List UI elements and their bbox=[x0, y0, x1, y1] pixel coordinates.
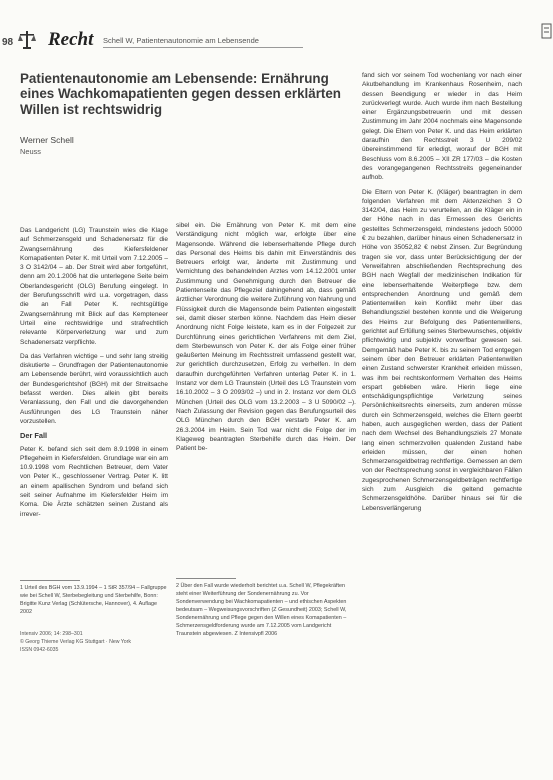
paragraph: Peter K. befand sich seit dem 8.9.1998 in einem Pflegeheim in Kiefersfelden. Grundlage war ein am 10.9.1998 vom Rechtlichen Betreuer, dem Vater von Peter K., geschlossener Vertrag. Peter K. litt an einem apallischen Syndrom und befand sich seit seiner Aufnahme im Kiefersfelder Heim im Koma. Die Ärzte schätzten seinen Zustand als irrever- bbox=[20, 445, 168, 518]
issn-line: ISSN 0942-6035 bbox=[20, 647, 59, 654]
paragraph: fand sich vor seinem Tod wochenlang vor nach einer Akutbehandlung im Krankenhaus Rosenheim, nach dessen Beendigung er wieder in das Heim zurückverlegt wurde. Auch wurde ihm nach Bestellung einer Ergänzungsbetreuerin und mit dessen Zustimmung im Jahr 2004 nochmals eine Magensonde gelegt. Die Eltern von Peter K. und das Heim erklärten daraufhin den Rechtsstreit 3 U 209/02 übereinstimmend für erledigt, worauf der BGH mit Beschluss vom 8.6.2005 – XII ZR 177/03 – die Kosten des vorangegangenen Rechtsstreits gegeneinander aufhob. bbox=[362, 72, 522, 182]
paragraph: Das Landgericht (LG) Traunstein wies die Klage auf Schmerzensgeld und Schadenersatz für die Zwangsernährung des Kiefersfeldener Komapatienten Peter K. mit Urteil vom 7.12.2005 – 3 O 3142/04 – ab. Der Streit wird aber fortgeführt, denn am 20.1.2006 hat die unterlegene Seite beim Oberlandesgericht (OLG) Berufung eingelegt. In der Berufungsschrift wird u.a. vorgetragen, dass die an Fall Peter K. rechtsgültige Zwangsernährung mit Blick auf das Kempteneer Urteil eine rechtswidrige und strafrechtlich relevante Körperverletzung war und zum Schadenersatz verpflichte. bbox=[20, 227, 168, 346]
footnote-rule bbox=[20, 580, 80, 581]
footnote-rule bbox=[176, 578, 236, 579]
footnote-text: 2 Über den Fall wurde wiederholt berichtet u.a. Schell W, Pflegekräften steht einer Weiterführung der Sondenernährung zu. Vor Sondenverwendung bei Wachkomapatienten – und ethischen Aspekten bedeutsam – Wegweisungsvorschriften (Z Gesundheit) 2003; Schell W, Sondenernährung und Pflege gegen den Willen eines Komapatienten – Schmerzensgeldforderung wurde am 7.12.2005 vom Landgericht Traunstein abgewiesen. Z Intensivpfl 2006 bbox=[176, 583, 347, 637]
copyright-line: © Georg Thieme Verlag KG Stuttgart · New York bbox=[20, 639, 131, 646]
section-heading: Der Fall bbox=[20, 431, 48, 441]
page-number: 98 bbox=[2, 37, 14, 48]
running-title: Schell W, Patientenautonomie am Lebensende bbox=[103, 36, 259, 45]
author-location: Neuss bbox=[20, 147, 41, 156]
header-rule bbox=[103, 47, 303, 48]
article-title: Patientenautonomie am Lebensende: Ernährung eines Wachkomapatienten gegen dessen erklärten Willen ist rechtswidrig bbox=[20, 71, 341, 117]
publication-meta bbox=[20, 630, 180, 655]
text-column-1 bbox=[20, 226, 168, 524]
paragraph: Da das Verfahren wichtige – und sehr lang streitig diskutierte – Grundfragen der Patientenautonomie am Lebensende berührt, wird voraussichtlich auch der Bundesgerichtshof (BGH) mit der Streitsache befasst werden. Dies allein gibt bereits Veranlassung, den Fall und die davorgehenden Ausführungen des LG Traunstein näher vorzustellen. bbox=[20, 352, 168, 425]
footnote-2 bbox=[176, 578, 356, 638]
corner-mark-icon bbox=[540, 22, 553, 40]
citation-line: Intensiv 2006; 14: 298–301 bbox=[20, 631, 83, 637]
footnote-1 bbox=[20, 580, 168, 616]
article-author: Werner Schell bbox=[20, 135, 74, 145]
paragraph: sibel ein. Die Ernährung von Peter K. mit dem eine Verständigung nicht möglich war, erfolgte über eine Magensonde. Während die lebenserhaltende Pflege durch das Personal des Heims bis dahin mit Einverständnis des Betreuers erfolgt war, änderte mit Zustimmung und Vernichtung des behandelnden Arztes vom 14.12.2001 unter Zustimmung und Genehmigung durch den Betreuer die Patientenseite das Pflegeziel dahingehend ab, dass gemäß ärztlicher Verordnung die weitere Zuführung von Nahrung und Flüssigkeit durch die Magensonde beim Patienten eingestellt sei, damit dieser sterben könne. Nachdem das Heim dieser Anordnung nicht Folge leistete, kam es in der Folgezeit zur Durchführung eines gerichtlichen Verfahrens mit dem Ziel, dem Sterbewunsch von Peter K. der als Folge einer früher geäußerten Meinung im Rechtsstreit umfassend gestellt war, zur gerichtlich durchzusetzen, Erfolg zu verhelfen. In dem daraufhin durchgeführten Verfahren unterlag Peter K. in 1. Instanz vor dem LG Traunstein (Urteil des LG Traunstein vom 16.10.2002 – 3 O 2093/02 –) und in 2. Instanz vor dem OLG München (Urteil des OLG vom 13.2.2003 – 3 U 5090/02 –). Nach Zulassung der Revision gegen das Berufungsurteil des OLG München durch den BGH verstarb Peter K. am 26.3.2004 im Heim. Sein Tod war nicht die Folge der im Klageweg beantragten Sterbehilfe durch das Heim. Der Patient be- bbox=[176, 222, 356, 453]
footnote-text: 1 Urteil des BGH vom 13.9.1994 – 1 StR 357/94 – Fallgruppe wie bei Schell W, Sterbebegleitung und Sterbehilfe, Bonn: Brigitte Kunz Verlag (Schlütersche, Hannover), 4. Auflage 2002 bbox=[20, 585, 167, 615]
paragraph: Die Eltern von Peter K. (Kläger) beantragten in dem folgenden Verfahren mit dem Aktenzeichen 3 O 3142/04, das Heim zu verurteilen, an die Kläger ein in der Höhe nach in das Ermessen des Gerichts gestelltes Schmerzensgeld, mindestens jedoch 50000 € zu bezahlen, darüber hinaus einen Schadenersatz in Höhe von 35052,82 € nebst Zinsen. Zur Begründung tragen sie vor, dass unter Berücksichtigung der der Verweifahren abschließenden Rechtsprechung des BGH nach Wegfall der medizinischen Indikation für eine lebenserhaltende Weiterpflege bzw. dem entsprechenden Anordnung und gemäß dem Patientenwillen kein Konflikt mehr über das Behandlungsziel bestehen konnte und die Weigerung des Heims zur Befolgung des Patientenwillens, gerichtet auf Erfüllung seines Sterbewunsches, objektiv pflichtwidrig und subjektiv vorwerfbar gewesen sei. Demgemäß habe Peter K. bis zu seinem Tod entgegen seinem über den Betreuer erklärten Patientenwillen einen Zustand schwerster Krankheit erleiden müssen, was ihm bei rechtskonformem Verhalten des Heims erspart geblieben wäre. Hierin liege eine entschädigungspflichtige Verletzung seines Persönlichkeitsrechts einerseits, zum anderen müsse durch ein Schmerzensgeld, welches die Eltern geerbt haben, auch ausgeglichen werden, dass der Patient nach dem Wechsel des Behandlungsziels 27 Monate lang einen schmerzvollen qualenden Zustand habe erleiden müssen, der einen hohen Schmerzensgeldbetrag rechtfertige. Gemessen an dem von der Rechtsprechung sonst in vergleichbaren Fällen zugesprochenen Schmerzensgeldbeträgen rechtfertige sich zum Ausgleich die geltend gemachte Schmerzensgeldhöhe. Darüber hinaus sei für die Lebensverlängerung bbox=[362, 188, 522, 512]
journal-section-title: Recht bbox=[48, 29, 94, 50]
text-column-3 bbox=[362, 71, 522, 518]
justice-scales-icon bbox=[18, 28, 36, 50]
text-column-2 bbox=[176, 221, 356, 458]
